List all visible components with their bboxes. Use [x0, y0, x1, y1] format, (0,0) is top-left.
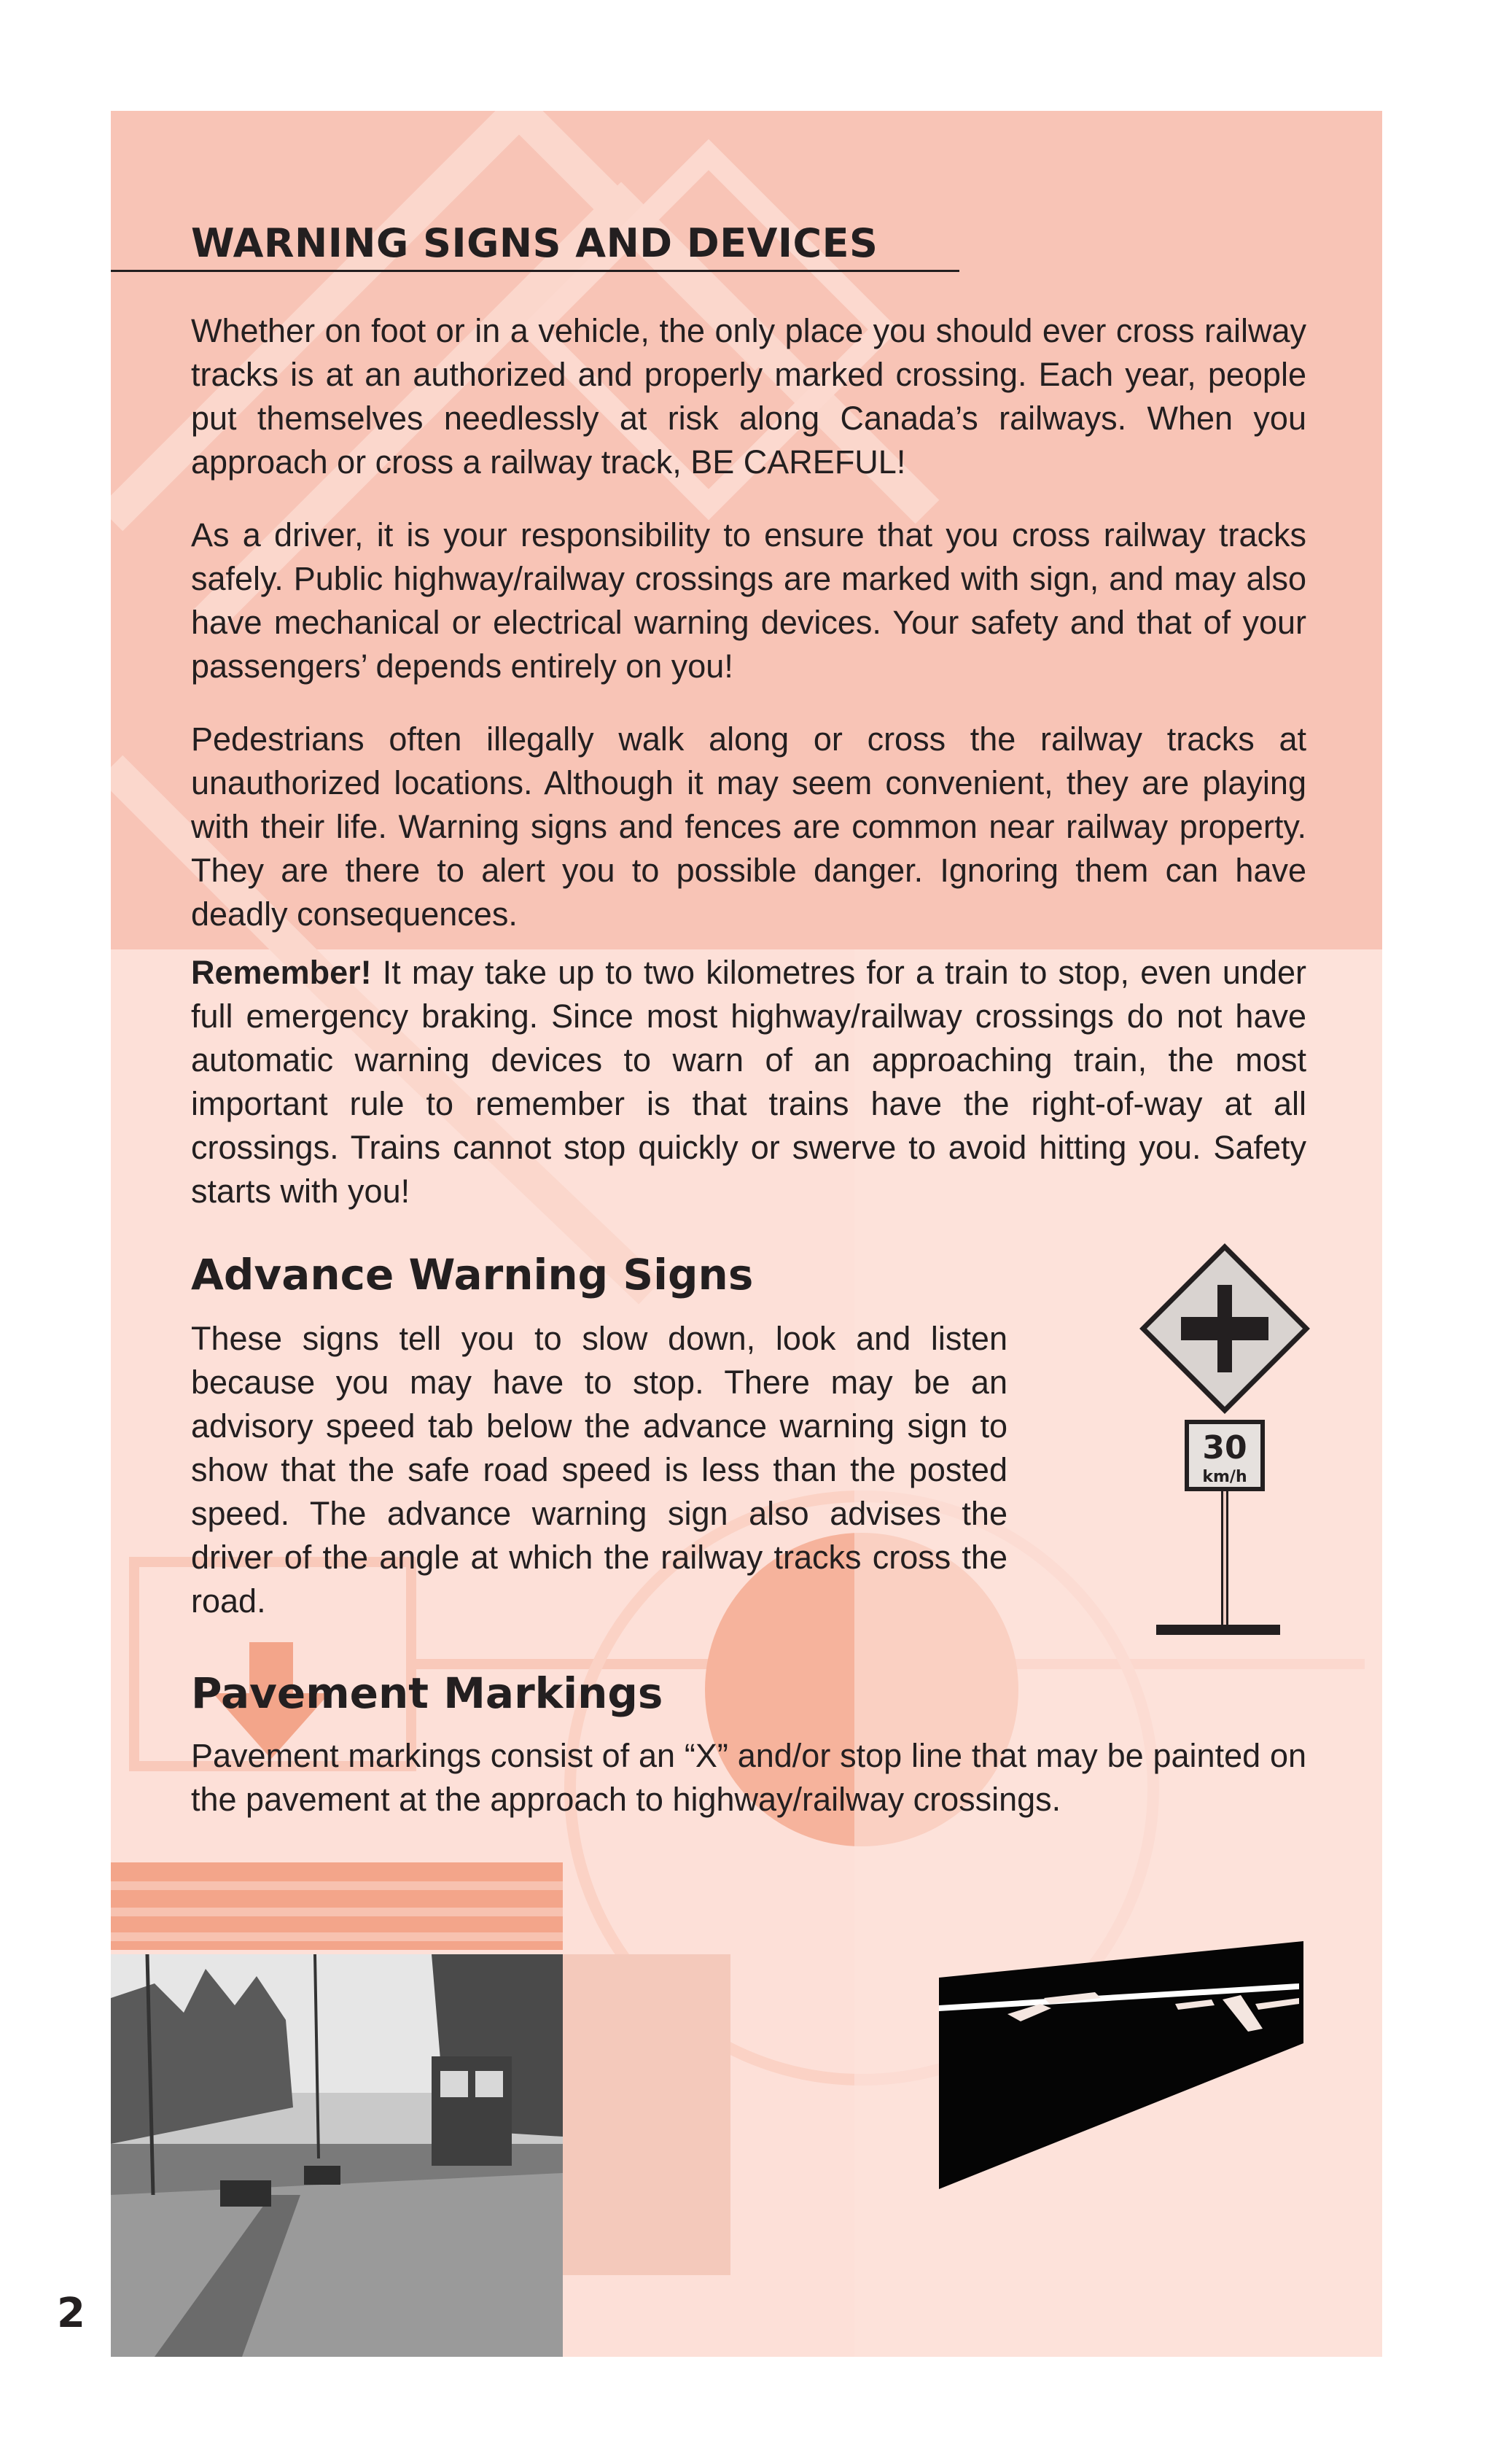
pavement-markings-paragraph: Pavement markings consist of an “X” and/or stop line that may be painted on the pavement at the approach to highway/railway crossings.: [191, 1737, 1306, 1818]
advance-warning-heading: Advance Warning Signs: [191, 1250, 754, 1299]
intro-paragraph: Whether on foot or in a vehicle, the only place you should ever cross railway tracks is at an authorized and properly marked crossing. Each year, people put themselves needlessly at risk along Canada’s railways. When you approach or cross a railway track, BE CAREFUL!: [191, 312, 1306, 481]
speed-value: 30: [1202, 1429, 1247, 1466]
pavement-markings-heading: Pavement Markings: [191, 1668, 663, 1718]
title-rule: [111, 220, 959, 272]
photo-top-strip: [111, 1862, 563, 1950]
page-title: WARNING SIGNS AND DEVICES: [191, 220, 878, 266]
railway-crossing-photo: [111, 1954, 563, 2357]
remember-paragraph: [191, 951, 1306, 1213]
advance-warning-sign-illustration: [1130, 1240, 1319, 1648]
speed-unit: km/h: [1202, 1468, 1247, 1486]
remember-body: It may take up to two kilometres for a train to stop, even under full emergency braking. Since most highway/railway crossings do not have automatic warning devices to warn of an approaching train, the most important rule to remember is that trains have the right-of-way at all crossings. Trains cannot stop quickly or swerve to avoid hitting you. Safety starts with you!: [191, 954, 1306, 1210]
page-number: 2: [57, 2290, 85, 2337]
driver-paragraph: As a driver, it is your responsibility to ensure that you cross railway tracks safely. Public highway/railway crossings are marked with sign, and may also have mechanical or electrical warning devices. Your safety and that of your passengers’ depends entirely on you!: [191, 516, 1306, 685]
remember-lead: Remember!: [191, 954, 372, 991]
photo-faded-overlay: [563, 1954, 730, 2275]
pedestrian-paragraph: Pedestrians often illegally walk along or cross the railway tracks at unauthorized locations. Although it may seem convenient, they are playing with their life. Warning signs and fences are common near railway property. They are there to alert you to possible danger. Ignoring them can have deadly consequences.: [191, 720, 1306, 933]
pavement-marking-illustration: [935, 1941, 1303, 2189]
advance-warning-paragraph: These signs tell you to slow down, look and listen because you may have to stop. There may be an advisory speed tab below the advance warning sign to show that the safe road speed is less than the posted speed. The advance warning sign also advises the driver of the angle at which the railway tracks cross the road.: [191, 1320, 1007, 1620]
